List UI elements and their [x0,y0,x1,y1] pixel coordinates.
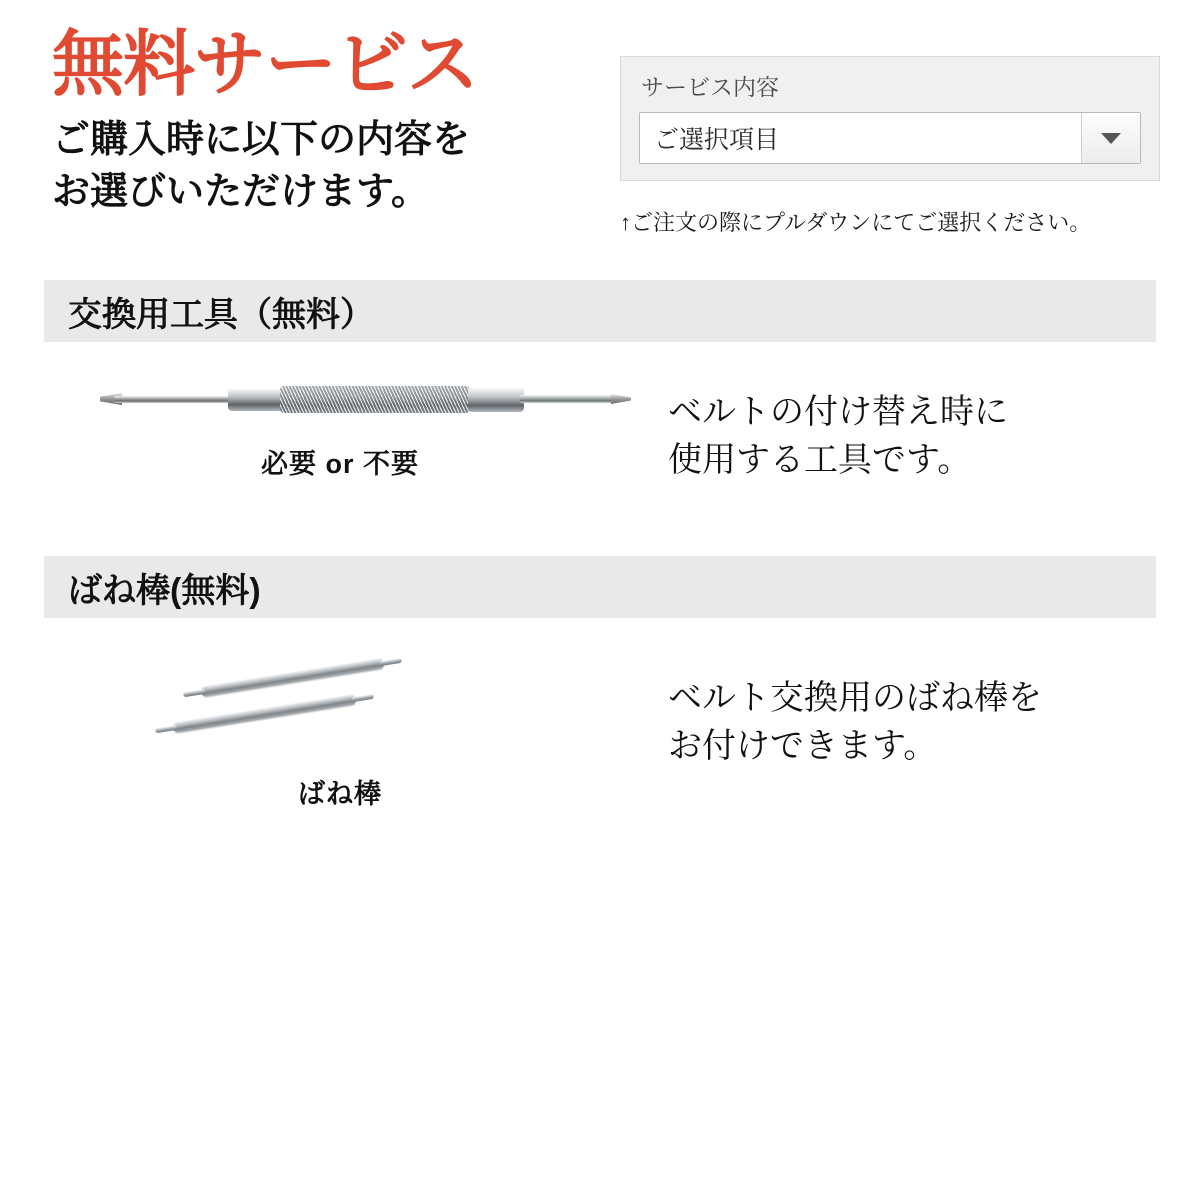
spring-bar-1 [200,658,384,698]
caret-shape [1101,133,1121,144]
tool-caption: 必要 or 不要 [260,449,419,479]
section-row-tool [0,360,1200,530]
section-header-tool-title: 交換用工具（無料） [68,295,374,334]
springbar-description [668,674,1168,771]
springbar-description-line2: お付けできます。 [668,727,938,766]
service-select[interactable] [639,112,1141,164]
tool-shaft-left [114,396,234,403]
tool-description [668,388,1168,485]
springbar-description-line1: ベルト交換用のばね棒を [668,679,1042,717]
section-row-springbar [0,650,1200,840]
spring-bar-tool-image [80,360,600,430]
page-subtitle-line2: お選びいただけます。 [52,171,429,214]
service-select-value: ご選択項目 [654,126,780,154]
section-header-springbar-title: ばね棒(無料) [68,571,261,610]
spring-bars-image [80,650,600,760]
service-select-note: ↑ご注文の際にプルダウンにてご選択ください。 [620,210,1092,235]
tool-knurled-grip [280,386,470,413]
page-title: 無料サービス [52,25,479,105]
springbar-caption: ばね棒 [298,779,382,809]
tool-description-line1: ベルトの付け替え時に [668,393,1008,431]
tool-figure [60,360,620,481]
tool-collar-right [468,387,524,412]
section-header-tool [44,280,1156,342]
spring-bar-2 [172,694,356,734]
title-block [52,25,592,218]
service-select-label: サービス内容 [641,74,779,100]
page-subtitle-line1: ご購入時に以下の内容を [52,118,471,161]
header [0,0,1200,262]
tool-collar-left [228,388,282,411]
tool-tip-right [611,394,631,404]
section-header-springbar [44,556,1156,618]
springbar-figure [60,650,620,811]
service-select-panel [620,56,1160,181]
page-subtitle [52,114,592,219]
tool-description-line2: 使用する工具です。 [668,441,972,480]
tool-shaft-right [520,395,614,403]
chevron-down-icon[interactable] [1081,113,1140,163]
